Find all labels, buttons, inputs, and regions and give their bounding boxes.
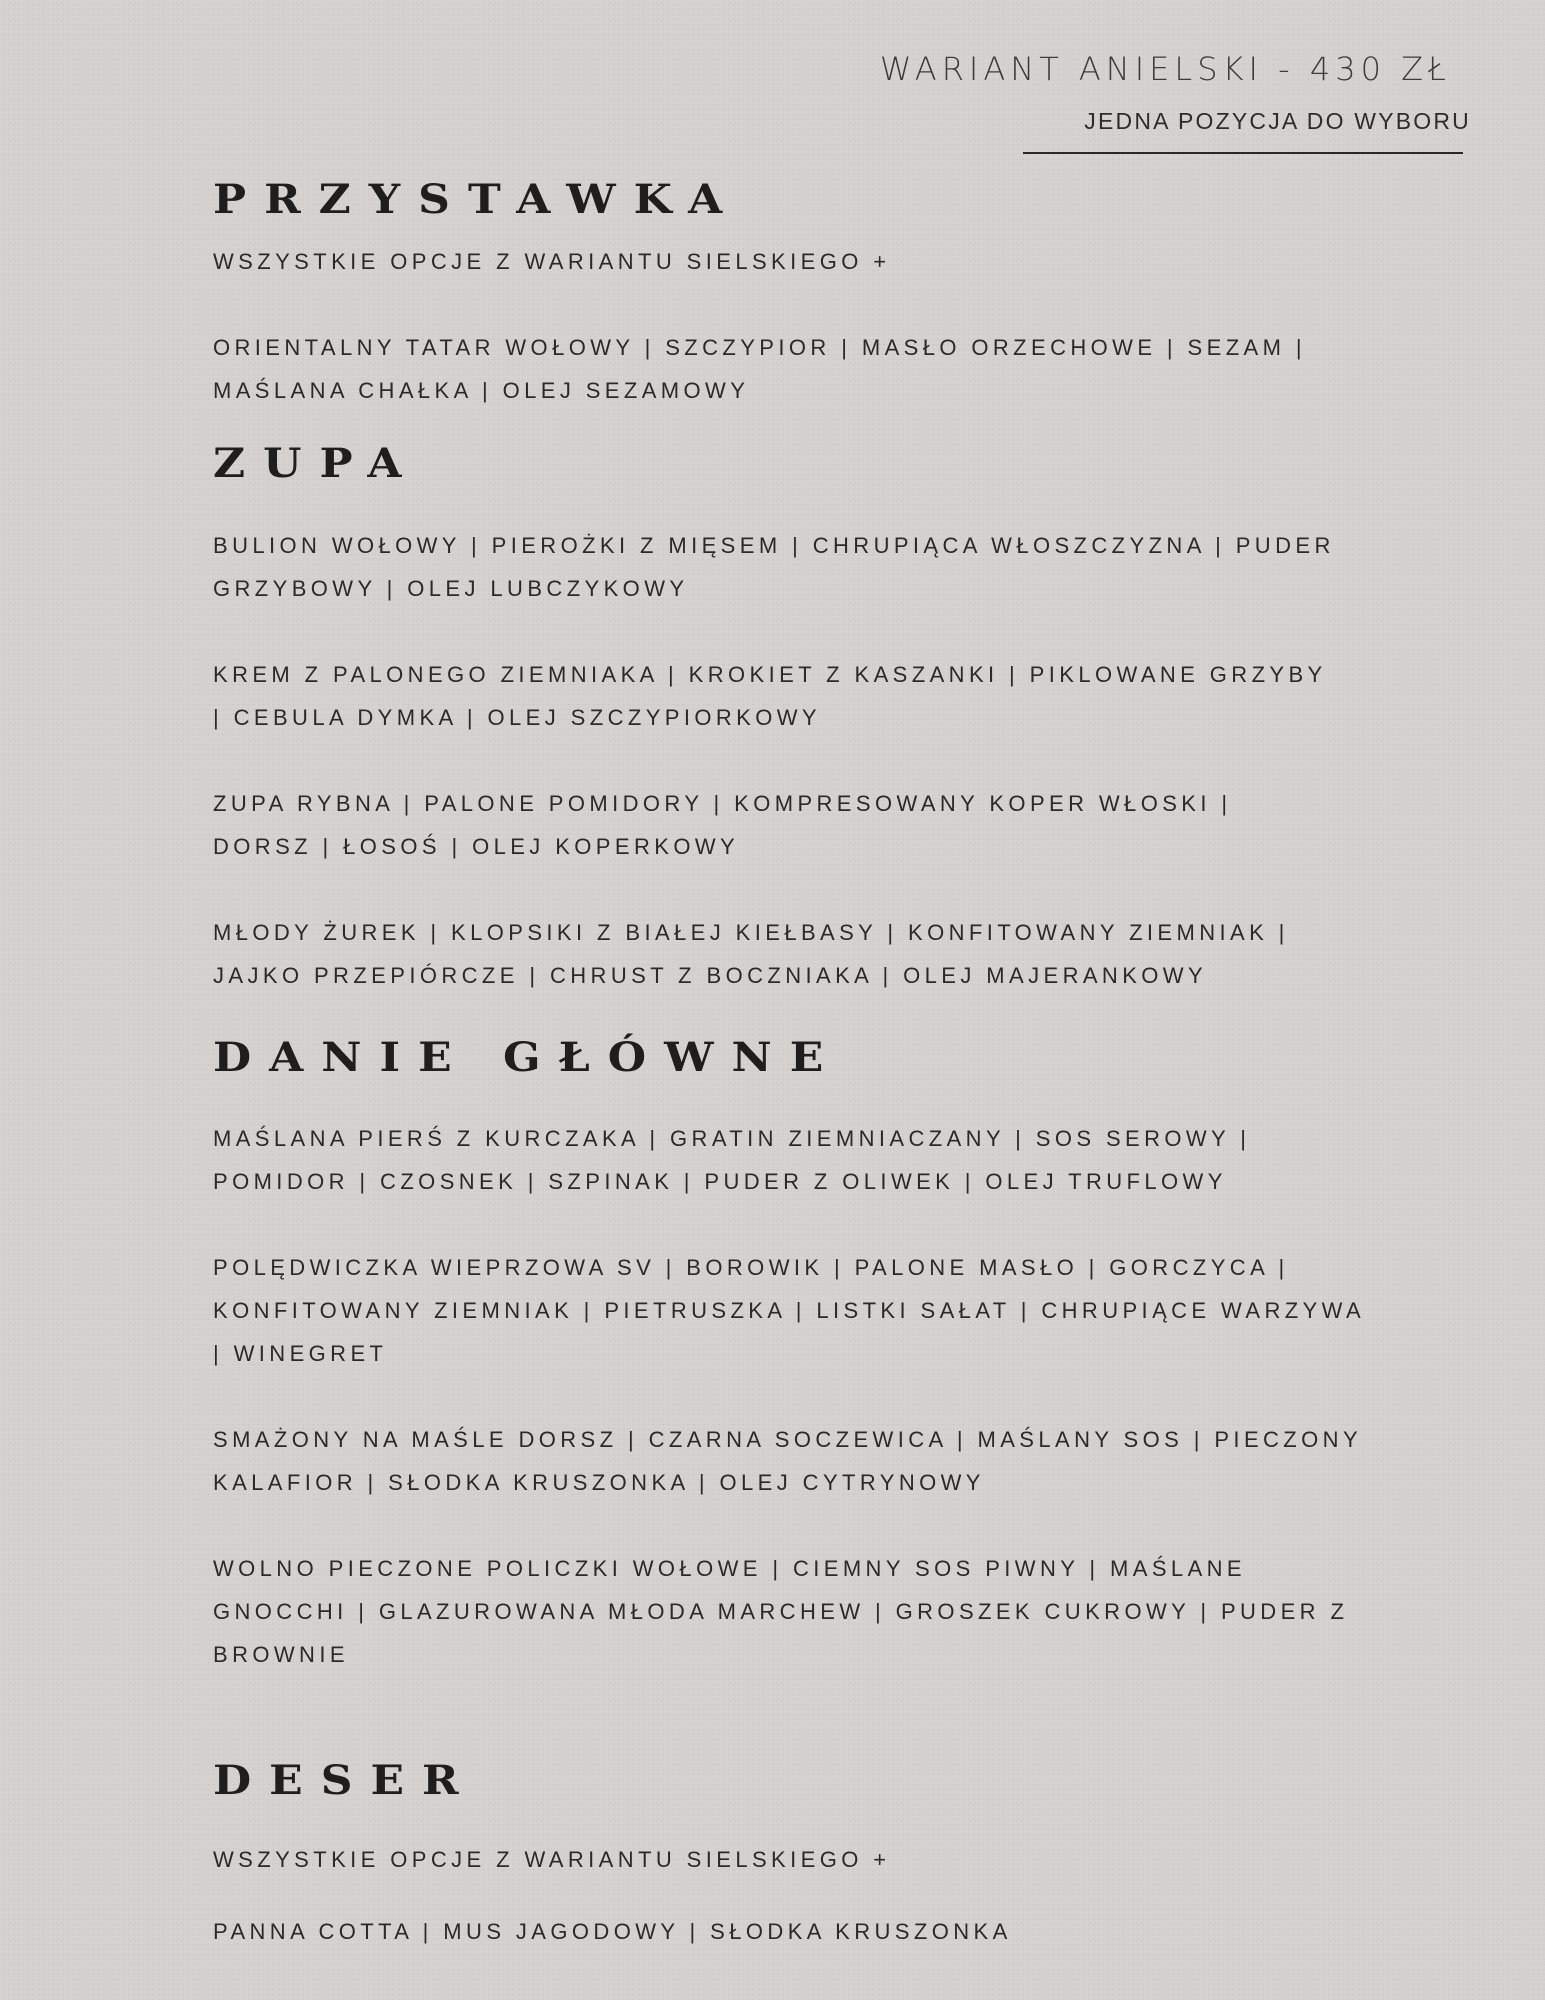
section-title-danie-glowne: DANIE GŁÓWNE [213,1034,842,1081]
menu-item [213,782,1413,868]
menu-item-line: ORIENTALNY TATAR WOŁOWY | SZCZYPIOR | MASŁO ORZECHOWE | SEZAM | [213,335,1306,360]
section-note-przystawka: WSZYSTKIE OPCJE Z WARIANTU SIELSKIEGO + [213,249,891,274]
menu-item-line: BROWNIE [213,1642,349,1667]
header-divider [1023,152,1463,154]
menu-item [213,1910,1413,1953]
menu-item [213,1547,1413,1676]
menu-item [213,653,1413,739]
menu-item-line: KREM Z PALONEGO ZIEMNIAKA | KROKIET Z KASZANKI | PIKLOWANE GRZYBY [213,662,1327,687]
menu-item-line: KONFITOWANY ZIEMNIAK | PIETRUSZKA | LISTKI SAŁAT | CHRUPIĄCE WARZYWA [213,1298,1366,1323]
menu-item-line: PANNA COTTA | MUS JAGODOWY | SŁODKA KRUSZONKA [213,1919,1012,1944]
variant-title: WARIANT ANIELSKI - 430 ZŁ [879,50,1451,88]
menu-item-line: BULION WOŁOWY | PIEROŻKI Z MIĘSEM | CHRUPIĄCA WŁOSZCZYZNA | PUDER [213,533,1335,558]
menu-item [213,524,1413,610]
menu-item-line: | WINEGRET [213,1341,388,1366]
menu-item [213,1246,1413,1375]
menu-item-line: GRZYBOWY | OLEJ LUBCZYKOWY [213,576,689,601]
menu-item-line: GNOCCHI | GLAZUROWANA MŁODA MARCHEW | GROSZEK CUKROWY | PUDER Z [213,1599,1349,1624]
menu-item-line: ZUPA RYBNA | PALONE POMIDORY | KOMPRESOWANY KOPER WŁOSKI | [213,791,1232,816]
menu-item [213,1418,1413,1504]
menu-item-line: MAŚLANA PIERŚ Z KURCZAKA | GRATIN ZIEMNIACZANY | SOS SEROWY | [213,1126,1251,1151]
section-title-przystawka: PRZYSTAWKA [213,176,741,223]
section-note-deser: WSZYSTKIE OPCJE Z WARIANTU SIELSKIEGO + [213,1847,891,1872]
variant-subtitle: JEDNA POZYCJA DO WYBORU [1084,108,1471,134]
menu-item-line: KALAFIOR | SŁODKA KRUSZONKA | OLEJ CYTRYNOWY [213,1470,985,1495]
menu-item [213,911,1413,997]
menu-item-line: MAŚLANA CHAŁKA | OLEJ SEZAMOWY [213,378,750,403]
menu-item-line: POMIDOR | CZOSNEK | SZPINAK | PUDER Z OLIWEK | OLEJ TRUFLOWY [213,1169,1227,1194]
menu-item [213,326,1413,412]
menu-item [213,1117,1413,1203]
menu-item-line: WOLNO PIECZONE POLICZKI WOŁOWE | CIEMNY SOS PIWNY | MAŚLANE [213,1556,1247,1581]
menu-item-line: JAJKO PRZEPIÓRCZE | CHRUST Z BOCZNIAKA | OLEJ MAJERANKOWY [213,963,1208,988]
menu-item-line: MŁODY ŻUREK | KLOPSIKI Z BIAŁEJ KIEŁBASY | KONFITOWANY ZIEMNIAK | [213,920,1289,945]
section-title-deser: DESER [213,1757,477,1804]
menu-item-line: SMAŻONY NA MAŚLE DORSZ | CZARNA SOCZEWICA | MAŚLANY SOS | PIECZONY [213,1427,1363,1452]
menu-item-line: POLĘDWICZKA WIEPRZOWA SV | BOROWIK | PALONE MASŁO | GORCZYCA | [213,1255,1289,1280]
menu-item-line: | CEBULA DYMKA | OLEJ SZCZYPIORKOWY [213,705,821,730]
menu-item-line: DORSZ | ŁOSOŚ | OLEJ KOPERKOWY [213,834,740,859]
section-title-zupa: ZUPA [213,440,420,487]
